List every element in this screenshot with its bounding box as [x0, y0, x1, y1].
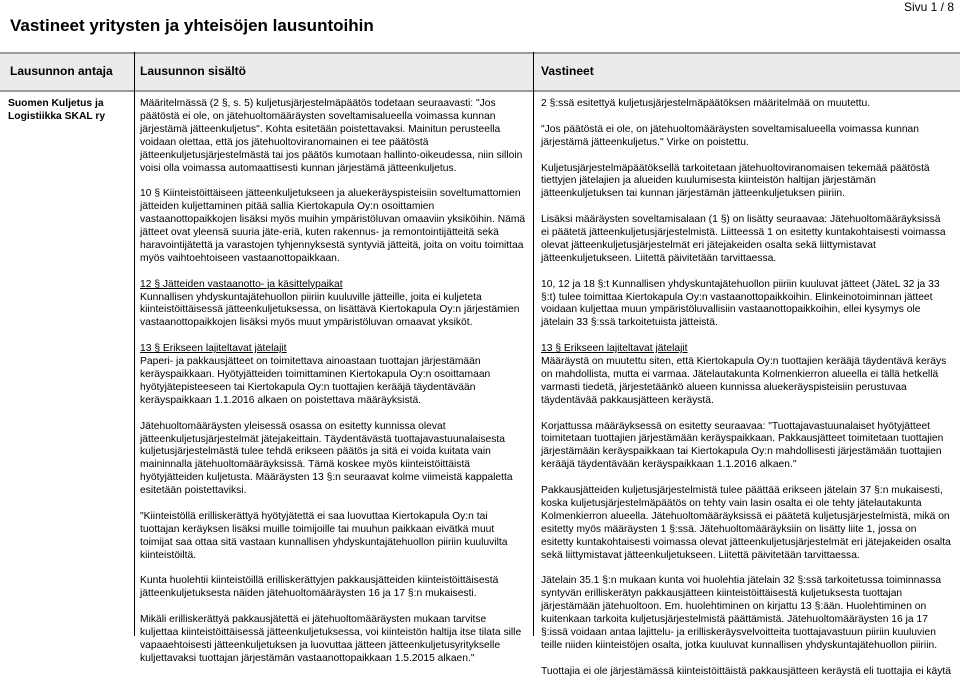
response-paragraph: 10, 12 ja 18 §:t Kunnallisen yhdyskuntajätehuollon piiriin kuuluvat jätteet (JäteL 32 ja 33 §:t) tulee toimittaa Kiertokapula Oy:n vastaanottopaikkoihin. Elinkeinotoiminnan jätteet voidaan kuljettaa muun ympäristöluvallisiin vastaanottopaikkoihin, ellei kysymys ole jätelain 33 §:ssä tarkoitetuista jätteistä.: [541, 278, 940, 329]
statement-heading: 13 § Erikseen lajiteltavat jätelajit: [140, 343, 287, 355]
response-paragraph: Korjattussa määräyksessä on esitetty seuraavaa: "Tuottajavastuunalaiset hyötyjätteet toimitetaan tuottajien järjestämään keräyspaikkaan. Pakkausjätteet toimitetaan tuottajien järjestämään keräyspaikkaan tai Kiertokapula Oy:n mahdollisesti järjestämään tuottajien kerääjä täydentävään keräyspaikkaan 1.1.2016 alkaen.": [541, 420, 944, 471]
response-paragraph: 2 §:ssä esitettyä kuljetusjärjestelmäpäätöksen määritelmää on muutettu.: [541, 98, 871, 109]
respondent-cell: Suomen Kuljetus ja Logistiikka SKAL ry: [8, 98, 106, 122]
response-paragraph: Pakkausjätteiden kuljetusjärjestelmistä tulee päättää erikseen jätelain 37 §:n mukaisesti, koska kuljetusjärjestelmäpäätös on tehty vain lasin osalta ei ole tehty jätelautakunta Kolmenkierron alueella. Jätehuoltomääräyksissä ei päätetä kuljetusjärjestelmistä, mikä on esitetty myös määräysten 1 §:ssä. Jätehuoltomääräyksiin on lisätty liite 1, jossa on esitetty kuntakohtaisesti voimassa olevat jätteenkuljetusjärjestelmät eri jätejakeiden osalta sekä liittymistavat jätteenkuljetukseen. Liitettä päivitetään tarvittaessa.: [541, 485, 951, 561]
header-statement: Lausunnon sisältö: [140, 64, 247, 78]
table-header: [0, 52, 960, 92]
statement-paragraph: Määritelmässä (2 §, s. 5) kuljetusjärjestelmäpäätös todetaan seuraavasti: "Jos päätöstä ei ole, on jätehuoltomääräysten soveltamisalueella voimassa kunnan järjestämä jätteenkuljetus". Kohta esitetään poistettavaksi. Mainitun perusteella voidaan olettaa, että jos jätehuoltoviranomainen ei tee päätöstä jätteenkuljetusjärjestelmästä tai jos päätös kumotaan hallinto-oikeudessa, niin silloin voisi olla voimassa automaattisesti kunnan järjestämä jätteenkuljetus.: [140, 98, 523, 174]
response-paragraph: Jätelain 35.1 §:n mukaan kunta voi huolehtia jätelain 32 §:ssä tarkoitetussa toiminnassa syntyvän erilliskerätyn pakkausjätteen kiinteistöittäisestä kuljetuksesta tuottajan järjestämään jätehuoltoon. Em. huolehtiminen on kirjattu 13 §:ään. Huolehtiminen on kuitenkaan tarkoita kuljetusjärjestelmistä päättämistä. Jätehuoltomääräysten 16 ja 17 §:issä voidaan antaa lajittelu- ja erilliskeräysvelvoitteita tuottajavastuun piiriin kuuluvien teille niiden kiinteistöjen osalta, jotka kuuluvat kunnallisen yhdyskuntajätehuollon piiriin.: [541, 575, 942, 651]
header-respondent: Lausunnon antaja: [10, 64, 113, 78]
page-number: Sivu 1 / 8: [903, 0, 954, 14]
statement-paragraph: "Kiinteistöllä erilliskerättyä hyötyjätettä ei saa luovuttaa Kiertokapula Oy:n tai tuottajan keräyksen lisäksi muille toimijoille tai muuhun paikkaan eivätkä muut toimijat saa ottaa sitä vastaan kunnallisen yhdyskuntajätehuollon piiriin kuuluvilta kiinteistöiltä.: [140, 510, 508, 561]
statement-heading: 12 § Jätteiden vastaanotto- ja käsittelypaikat: [140, 278, 343, 290]
response-paragraph: "Jos päätöstä ei ole, on jätehuoltomääräysten soveltamisalueella voimassa kunnan järjestämä jätteenkuljetus." Virke on poistettu.: [541, 123, 919, 148]
page-title: Vastineet yritysten ja yhteisöjen lausuntoihin: [10, 16, 374, 35]
response-cell: [541, 98, 951, 692]
statement-cell: [140, 98, 526, 679]
statement-paragraph: Mikäli erilliskerättyä pakkausjätettä ei jätehuoltomääräysten mukaan tarvitse kuljettaa kiinteistöittäisessä jätteenkuljetuksessa, voi kiinteistön haltija itse tilata sille vapaaehtoisesti jätteenkuljetuksen ja luovuttaa jätteen jätteenkuljetusyritykselle kuljettavaksi tuottajan järjestämän vastaanottopaikkaan 1.5.2015 alkaen.": [140, 614, 522, 664]
statement-paragraph: Jätehuoltomääräysten yleisessä osassa on esitetty kunnissa olevat jätteenkuljetusjärjestelmät jätejakeittain. Täydentävästä tuottajavastuunalaisesta kuljetusjärjestelmästä tulee tehdä erikseen päätös ja sitä ei voida kuitata vain maininnalla jätehuoltomääräyksissä. Tämä koskee myös kiinteistöittäistä hyötyjätteiden kuljetusta. Määräysten 13 §:n seuraavat kolme viimeistä kappaletta esitetään poistettaviksi.: [140, 420, 513, 497]
column-divider: [533, 52, 534, 636]
column-divider: [134, 52, 135, 636]
statement-paragraph: 10 § Kiinteistöittäiseen jätteenkuljetukseen ja aluekeräyspisteisiin soveltumattomien jätteiden kuljettaminen pitää sallia Kiertokapula Oy:n osoittamien vastaanottopaikkojen lisäksi myös muihin ympäristöluvan omaaviin yksiköihin. Nämä jätteet ovat yleensä suuria jäte-eriä, kuten rakennus- ja remontointijätteitä sekä haravointijätettä ja varastojen tyhjennyksestä syntyviä jätteitä, joita on voitu toimittaa myös vaihtoehtoiseen vastaanottopaikkaan.: [140, 188, 526, 264]
response-paragraph: Kuljetusjärjestelmäpäätöksellä tarkoitetaan jätehuoltoviranomaisen tekemää päätöstä tiettyjen jätelajien ja alueiden kuulumisesta kiinteistön haltijan järjestämän jätteenkuljetuksen tai kunnan järjestämän jätteenkuljetuksen piiriin.: [541, 162, 930, 200]
response-paragraph: Lisäksi määräysten soveltamisalaan (1 §) on lisätty seuraavaa: Jätehuoltomääräyksissä ei päätetä jätteenkuljetusjärjestelmistä. Liitteessä 1 on esitetty kuntakohtaisesti voimassa olevat jätteenkuljetusjärjestelmät eri jätejakeiden osalta sekä liittymistavat jätteenkuljetukseen. Liitettä päivitetään tarvittaessa.: [541, 214, 946, 264]
response-heading: 13 § Erikseen lajiteltavat jätelajit: [541, 343, 688, 355]
statement-paragraph: Paperi- ja pakkausjätteet on toimitettava ainoastaan tuottajan järjestämään keräyspaikkaan. Hyötyjätteiden toimittaminen Kiertokapula Oy:n osoittamaan hyötyjätepisteeseen tai Kiertokapula Oy:n tuottajien kerääjä täydentävään keräyspaikkaan 1.1.2016 alkaen on poistettava määräyksistä.: [140, 356, 491, 406]
statement-paragraph: Kunnallisen yhdyskuntajätehuollon piiriin kuuluville jätteille, joita ei kuljeteta kiinteistöittäisessä jätteenkuljetuksessa, on lisättävä Kiertokapula Oy:n järjestämien vastaanottopaikkojen lisäksi myös muut ympäristöluvan omaavat yksiköt.: [140, 291, 520, 329]
response-paragraph: Tuottajia ei ole järjestämässä kiinteistöittäistä pakkausjätteen keräystä eli tuottajia ei käytä: [541, 665, 951, 677]
response-paragraph: Määräystä on muutettu siten, että Kiertokapula Oy:n tuottajien kerääjä täydentävä keräys on mahdollista, mutta ei varmaa. Jätelautakunta Kolmenkierron alueella ei tällä hetkellä varmasti tiedetä, järjestetäänkö alueen kunnissa aluekeräyspisteisiin perustuvaa täydentävää pakkausjätteen keräystä.: [541, 356, 947, 406]
header-response: Vastineet: [541, 64, 594, 78]
statement-paragraph: Kunta huolehtii kiinteistöillä erilliskerättyjen pakkausjätteiden kiinteistöittäisestä jätteenkuljetuksesta näiden jätehuoltomääräysten 16 ja 17 §:n mukaisesti.: [140, 575, 499, 600]
